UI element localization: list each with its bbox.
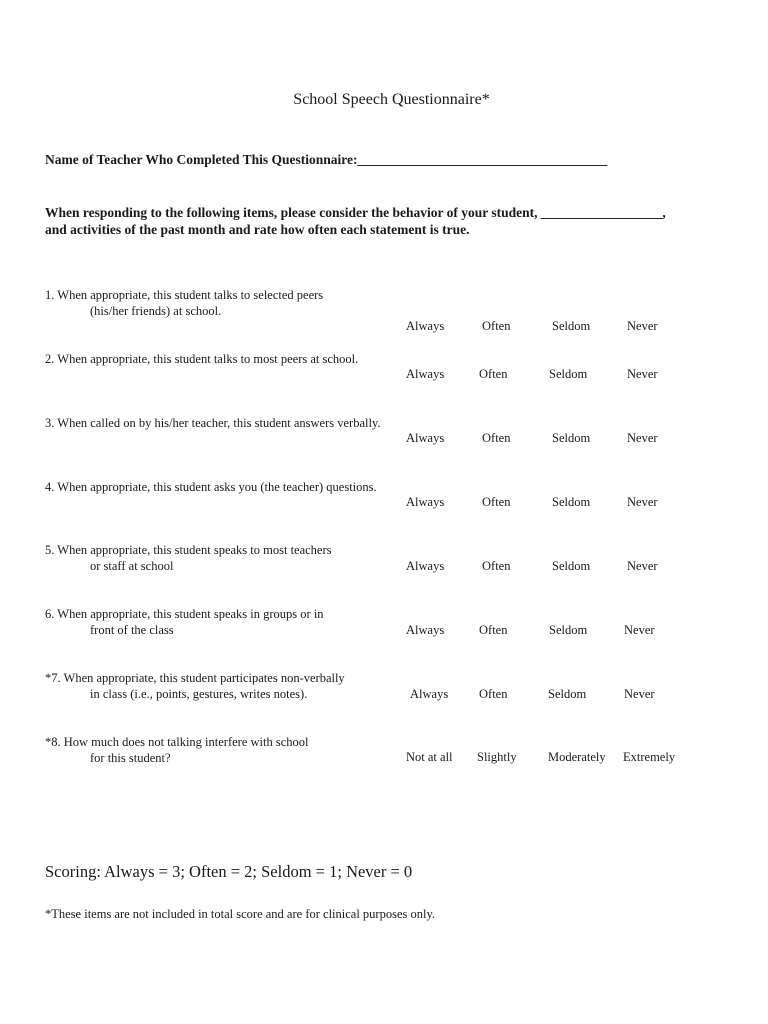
option-often: Often	[479, 367, 508, 381]
footnote: *These items are not included in total score and are for clinical purposes only.	[45, 907, 436, 921]
option-seldom: Seldom	[548, 687, 587, 701]
option-seldom: Seldom	[552, 319, 591, 333]
option-often: Often	[479, 623, 508, 637]
option-always: Always	[410, 687, 449, 701]
option-never: Never	[627, 319, 658, 333]
instructions-line-2: and activities of the past month and rate how often each statement is true.	[45, 222, 470, 237]
question-text-continued: (his/her friends) at school.	[90, 304, 222, 318]
option-always: Always	[406, 319, 445, 333]
option-often: Often	[479, 687, 508, 701]
option-seldom: Seldom	[549, 367, 588, 381]
option-never: Never	[624, 687, 655, 701]
question-text-continued: for this student?	[90, 751, 171, 765]
scoring-key: Scoring: Always = 3; Often = 2; Seldom = 1; Never = 0	[45, 862, 413, 881]
option-never: Never	[627, 559, 658, 573]
question-text: 4. When appropriate, this student asks you (the teacher) questions.	[45, 480, 377, 494]
option-always: Always	[406, 495, 445, 509]
question-text: 1. When appropriate, this student talks to selected peers	[45, 288, 324, 302]
question-text-continued: front of the class	[90, 623, 174, 637]
option-never: Never	[627, 367, 658, 381]
option-moderately: Moderately	[548, 750, 606, 764]
option-often: Often	[482, 495, 511, 509]
question-text: *7. When appropriate, this student participates non-verbally	[45, 671, 345, 685]
option-never: Never	[627, 495, 658, 509]
question-text-continued: or staff at school	[90, 559, 174, 573]
option-always: Always	[406, 559, 445, 573]
option-always: Always	[406, 623, 445, 637]
teacher-name-line: Name of Teacher Who Completed This Questionnaire:_____________________________________	[45, 152, 608, 167]
instructions-line-1: When responding to the following items, please consider the behavior of your student, __________________,	[45, 205, 666, 220]
question-text: 5. When appropriate, this student speaks to most teachers	[45, 543, 332, 557]
option-often: Often	[482, 559, 511, 573]
option-seldom: Seldom	[552, 495, 591, 509]
option-seldom: Seldom	[552, 559, 591, 573]
option-never: Never	[624, 623, 655, 637]
option-often: Often	[482, 319, 511, 333]
option-never: Never	[627, 431, 658, 445]
question-text-continued: in class (i.e., points, gestures, writes notes).	[90, 687, 308, 701]
option-not-at-all: Not at all	[406, 750, 453, 764]
option-always: Always	[406, 431, 445, 445]
option-always: Always	[406, 367, 445, 381]
question-text: 3. When called on by his/her teacher, this student answers verbally.	[45, 416, 381, 430]
option-extremely: Extremely	[623, 750, 676, 764]
question-text: 6. When appropriate, this student speaks in groups or in	[45, 607, 324, 621]
option-often: Often	[482, 431, 511, 445]
option-slightly: Slightly	[477, 750, 517, 764]
question-text: 2. When appropriate, this student talks to most peers at school.	[45, 352, 359, 366]
option-seldom: Seldom	[549, 623, 588, 637]
option-seldom: Seldom	[552, 431, 591, 445]
page-title: School Speech Questionnaire*	[293, 91, 490, 108]
question-text: *8. How much does not talking interfere with school	[45, 735, 309, 749]
